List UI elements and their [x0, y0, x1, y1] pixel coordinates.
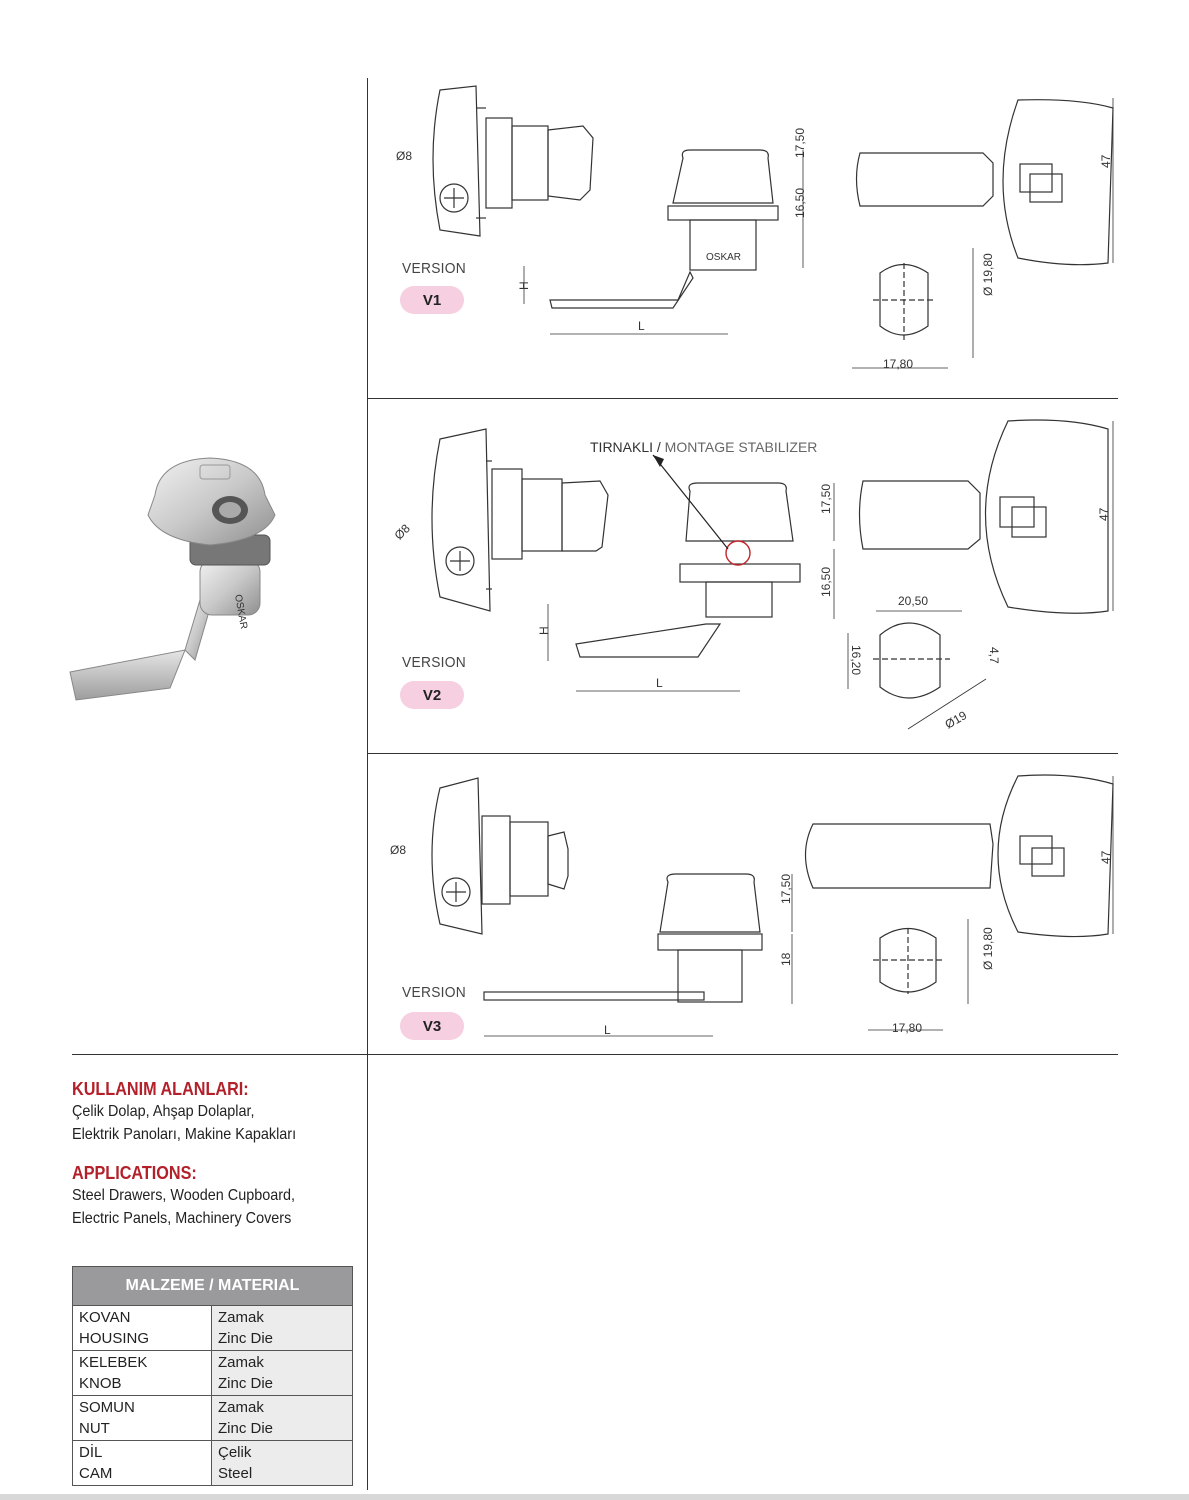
dim-width: 20,50	[898, 594, 929, 608]
applications-text-en	[72, 1184, 333, 1230]
applications-en-line1: Steel Drawers, Wooden Cupboard,	[72, 1187, 296, 1204]
part-en: NUT	[79, 1420, 110, 1437]
dim-diameter: Ø 19,80	[981, 927, 995, 970]
v3-technical-drawing	[368, 754, 1118, 1054]
dim-diameter: Ø19	[942, 708, 970, 732]
stabilizer-en: MONTAGE STABILIZER	[660, 439, 818, 455]
dim-l: L	[604, 1023, 611, 1037]
part-cell	[73, 1441, 212, 1486]
table-row	[73, 1396, 353, 1441]
part-tr: KOVAN	[79, 1309, 131, 1326]
applications-tr-line2: Elektrik Panoları, Makine Kapakları	[72, 1126, 297, 1143]
svg-text:OSKAR: OSKAR	[232, 593, 249, 631]
dim-width: 17,80	[892, 1021, 923, 1035]
dim-h: H	[517, 281, 531, 290]
part-en: CAM	[79, 1465, 113, 1482]
version-badge: V3	[400, 1012, 464, 1040]
dim-width: 17,80	[883, 357, 914, 371]
table-row	[73, 1351, 353, 1396]
dim-diameter: Ø 19,80	[981, 253, 995, 296]
dim-mid: 16,50	[793, 187, 807, 218]
applications-en-line2: Electric Panels, Machinery Covers	[72, 1210, 292, 1227]
part-tr: SOMUN	[79, 1399, 135, 1416]
dim-notch: 4,7	[987, 647, 1001, 664]
mat-en: Zinc Die	[218, 1375, 274, 1392]
cam-lock-image	[60, 440, 330, 730]
version-v3-section	[368, 754, 1118, 1054]
mat-tr: Çelik	[218, 1444, 252, 1461]
material-cell	[212, 1306, 353, 1351]
version-v2-section	[368, 399, 1118, 753]
mat-en: Zinc Die	[218, 1330, 274, 1347]
hole-dim: Ø8	[391, 521, 413, 543]
mat-tr: Zamak	[218, 1309, 264, 1326]
table-row	[73, 1306, 353, 1351]
version-v1-section	[368, 78, 1118, 398]
dim-l: L	[638, 319, 645, 333]
dim-top: 17,50	[793, 127, 807, 158]
bottom-strip	[0, 1494, 1189, 1500]
dim-height: 47	[1099, 154, 1113, 168]
applications-title-en: APPLICATIONS:	[72, 1163, 197, 1183]
dim-h: H	[537, 626, 551, 635]
product-illustration	[60, 440, 330, 730]
version-label: VERSION	[402, 260, 467, 277]
part-cell	[73, 1396, 212, 1441]
material-cell	[212, 1351, 353, 1396]
material-cell	[212, 1396, 353, 1441]
part-tr: KELEBEK	[79, 1354, 148, 1371]
applications-title-tr: KULLANIM ALANLARI:	[72, 1079, 249, 1099]
dim-top: 17,50	[779, 873, 793, 904]
dim-side: 16,20	[849, 645, 863, 676]
brand-mark: OSKAR	[706, 252, 742, 263]
version-badge: V2	[400, 681, 464, 709]
applications-text-tr	[72, 1100, 333, 1146]
dim-height: 47	[1099, 850, 1113, 864]
version-label: VERSION	[402, 654, 467, 671]
version-badge: V1	[400, 286, 464, 314]
mat-en: Steel	[218, 1465, 253, 1482]
dim-mid: 18	[779, 952, 793, 966]
part-en: HOUSING	[79, 1330, 150, 1347]
dim-l: L	[656, 676, 663, 690]
material-table	[72, 1266, 353, 1486]
mat-tr: Zamak	[218, 1399, 264, 1416]
part-en: KNOB	[79, 1375, 122, 1392]
applications-tr-line1: Çelik Dolap, Ahşap Dolaplar,	[72, 1103, 255, 1120]
hole-dim: Ø8	[390, 843, 407, 857]
mat-en: Zinc Die	[218, 1420, 274, 1437]
part-tr: DİL	[79, 1444, 103, 1461]
stabilizer-tr: TIRNAKLI /	[590, 439, 661, 455]
section-divider-3	[72, 1054, 1118, 1055]
v1-technical-drawing	[368, 78, 1118, 398]
version-label: VERSION	[402, 984, 467, 1001]
material-cell	[212, 1441, 353, 1486]
dim-height: 47	[1097, 507, 1111, 521]
hole-dim: Ø8	[396, 149, 413, 163]
dim-mid: 16,50	[819, 566, 833, 597]
applications-block	[72, 1078, 362, 1246]
part-cell	[73, 1351, 212, 1396]
part-cell	[73, 1306, 212, 1351]
material-table-header: MALZEME / MATERIAL	[73, 1267, 353, 1306]
v2-technical-drawing	[368, 399, 1118, 753]
mat-tr: Zamak	[218, 1354, 264, 1371]
table-row	[73, 1441, 353, 1486]
dim-top: 17,50	[819, 483, 833, 514]
